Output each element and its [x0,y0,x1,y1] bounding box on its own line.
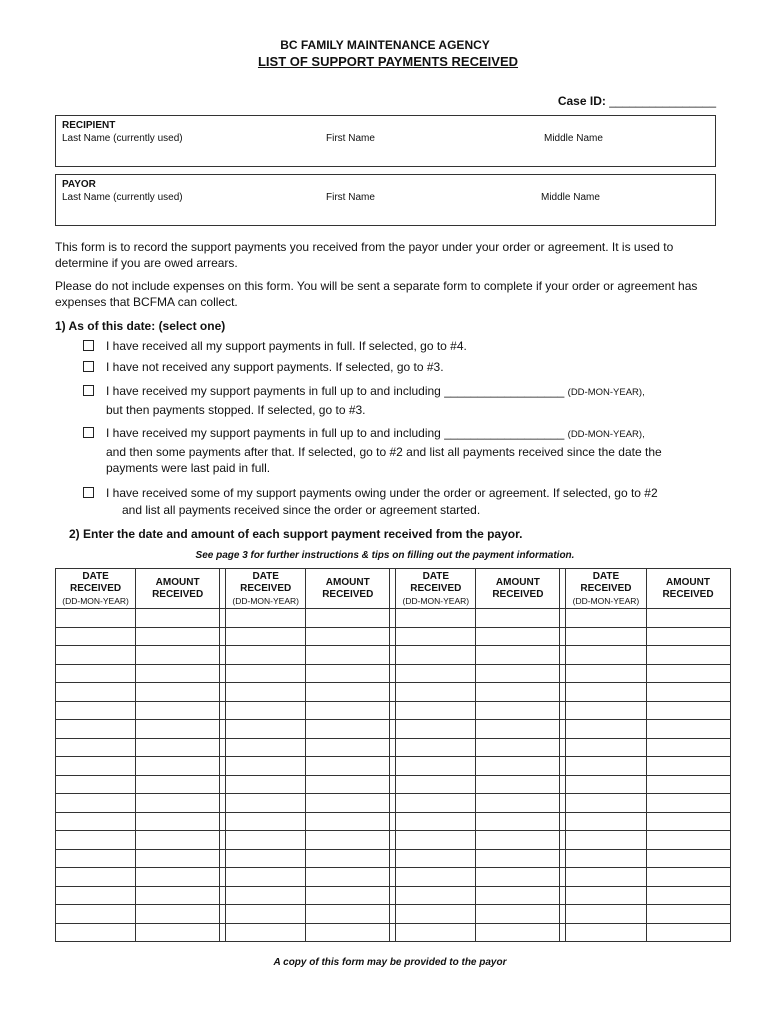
amount-cell[interactable] [306,868,390,887]
date-cell[interactable] [56,905,136,924]
amount-cell[interactable] [306,905,390,924]
amount-cell[interactable] [646,831,730,850]
table-row [56,812,731,831]
amount-received-header [646,569,730,609]
date-cell[interactable] [396,683,476,702]
amount-cell[interactable] [306,609,390,628]
expenses-paragraph: Please do not include expenses on this form. You will be sent a separate form to complete if your order or agreement has expenses that BCFMA can collect. [55,279,698,309]
date-format-label: (DD-MON-YEAR) [402,595,470,606]
option-text-b: and list all payments received since the order or agreement started. [122,502,481,517]
amount-cell[interactable] [646,627,730,646]
option-label: I have received all my support payments in full. If selected, go to #4. [106,339,467,353]
date-cell[interactable] [56,886,136,905]
table-row [56,609,731,628]
amount-cell[interactable] [476,720,560,739]
date-cell[interactable] [226,905,306,924]
amount-cell[interactable] [476,886,560,905]
amount-cell[interactable] [476,849,560,868]
amount-cell[interactable] [476,831,560,850]
date-cell[interactable] [566,738,646,757]
amount-cell[interactable] [306,775,390,794]
table-row [56,775,731,794]
date-cell[interactable] [396,849,476,868]
amount-cell[interactable] [136,831,220,850]
date-cell[interactable] [396,923,476,942]
amount-cell[interactable] [306,849,390,868]
date-cell[interactable] [56,627,136,646]
amount-cell[interactable] [476,757,560,776]
date-cell[interactable] [396,627,476,646]
date-cell[interactable] [226,886,306,905]
amount-cell[interactable] [306,923,390,942]
amount-cell[interactable] [306,812,390,831]
amount-cell[interactable] [476,609,560,628]
date-cell[interactable] [566,720,646,739]
date-cell[interactable] [226,757,306,776]
date-cell[interactable] [396,701,476,720]
question-2-label: 2) Enter the date and amount of each support payment received from the payor. [69,527,523,541]
case-id-field[interactable] [558,94,716,108]
amount-cell[interactable] [306,738,390,757]
date-cell[interactable] [566,831,646,850]
instructions-note: See page 3 for further instructions & tips on filling out the payment information. [195,550,575,561]
payments-table [55,568,731,942]
amount-cell[interactable] [646,664,730,683]
amount-cell[interactable] [476,701,560,720]
amount-cell[interactable] [136,905,220,924]
amount-cell[interactable] [646,683,730,702]
amount-cell[interactable] [646,905,730,924]
amount-cell[interactable] [136,683,220,702]
table-row [56,868,731,887]
date-format-label: (DD-MON-YEAR) [572,595,640,606]
option-text-b: but then payments stopped. If selected, go to #3. [106,402,366,417]
recipient-box [55,115,716,167]
payor-title: PAYOR [62,179,96,190]
option-label [106,383,702,418]
table-header-row [56,569,731,609]
date-cell[interactable] [226,720,306,739]
date-cell[interactable] [396,738,476,757]
date-cell[interactable] [226,683,306,702]
amount-cell[interactable] [136,646,220,665]
form-title: LIST OF SUPPORT PAYMENTS RECEIVED [257,54,519,69]
amount-cell[interactable] [136,627,220,646]
recipient-title: RECIPIENT [62,120,116,131]
amount-cell[interactable] [646,701,730,720]
option-full-then-stopped[interactable] [82,383,702,419]
amount-cell[interactable] [136,609,220,628]
date-received-header [566,569,646,609]
date-cell[interactable] [566,701,646,720]
amount-cell[interactable] [646,868,730,887]
date-cell[interactable] [226,701,306,720]
date-cell[interactable] [396,775,476,794]
amount-cell[interactable] [136,849,220,868]
amount-cell[interactable] [136,720,220,739]
amount-cell[interactable] [306,720,390,739]
amount-cell[interactable] [646,609,730,628]
date-cell[interactable] [566,646,646,665]
date-cell[interactable] [226,831,306,850]
amount-cell[interactable] [476,775,560,794]
date-cell[interactable] [396,664,476,683]
amount-cell[interactable] [136,794,220,813]
amount-cell[interactable] [646,812,730,831]
case-id-blank[interactable]: ________________ [609,94,716,108]
amount-cell[interactable] [646,775,730,794]
date-cell[interactable] [56,794,136,813]
table-body [56,609,731,942]
payor-box [55,174,716,226]
payor-first-name-field[interactable]: First Name [326,192,375,203]
amount-cell[interactable] [136,923,220,942]
intro-paragraph: This form is to record the support payments you received from the payor under your order or agreement. It is used to determine if you are owed arrears. [55,240,674,270]
date-cell[interactable] [226,646,306,665]
date-cell[interactable] [56,683,136,702]
amount-cell[interactable] [646,757,730,776]
amount-cell[interactable] [476,905,560,924]
amount-cell[interactable] [136,812,220,831]
amount-cell[interactable] [306,627,390,646]
table-row [56,923,731,942]
date-cell[interactable] [396,812,476,831]
amount-cell[interactable] [646,794,730,813]
date-cell[interactable] [226,812,306,831]
amount-cell[interactable] [646,923,730,942]
option-text-a: I have received my support payments in full up to and including __________________ [106,426,568,440]
amount-header-label: AMOUNT RECEIVED [492,576,544,600]
amount-cell[interactable] [646,849,730,868]
option-text-a: I have received some of my support payments owing under the order or agreement. If selected, go to #2 [106,486,658,500]
option-some-received[interactable] [82,485,702,521]
amount-cell[interactable] [136,664,220,683]
option-full-then-partial[interactable] [82,425,702,477]
recipient-last-name-field[interactable]: Last Name (currently used) [62,133,183,144]
amount-received-header [136,569,220,609]
date-cell[interactable] [566,757,646,776]
date-format-label: (DD-MON-YEAR) [232,595,299,606]
date-cell[interactable] [56,757,136,776]
date-cell[interactable] [566,905,646,924]
date-cell[interactable] [566,775,646,794]
checkbox[interactable] [83,385,94,396]
option-label [106,485,702,518]
amount-cell[interactable] [476,794,560,813]
amount-cell[interactable] [136,775,220,794]
amount-cell[interactable] [646,886,730,905]
checkbox[interactable] [83,340,94,351]
amount-cell[interactable] [476,627,560,646]
date-cell[interactable] [226,664,306,683]
date-cell[interactable] [56,812,136,831]
payor-middle-name-field[interactable]: Middle Name [541,192,600,203]
checkbox[interactable] [83,427,94,438]
date-cell[interactable] [226,775,306,794]
amount-cell[interactable] [306,683,390,702]
date-cell[interactable] [566,683,646,702]
date-header-label: DATE RECEIVED [70,570,122,594]
amount-cell[interactable] [646,720,730,739]
table-row [56,720,731,739]
checkbox[interactable] [83,487,94,498]
date-cell[interactable] [396,831,476,850]
date-cell[interactable] [396,609,476,628]
date-cell[interactable] [56,923,136,942]
table-row [56,627,731,646]
recipient-middle-name-field[interactable]: Middle Name [544,133,603,144]
payor-last-name-field[interactable]: Last Name (currently used) [62,192,183,203]
amount-cell[interactable] [476,683,560,702]
table-row [56,905,731,924]
table-row [56,646,731,665]
date-cell[interactable] [226,794,306,813]
option-label: I have not received any support payments. If selected, go to #3. [106,360,444,374]
date-cell[interactable] [56,849,136,868]
option-text-a: I have received my support payments in full up to and including __________________ [106,384,568,398]
amount-cell[interactable] [306,664,390,683]
amount-cell[interactable] [136,757,220,776]
date-cell[interactable] [566,664,646,683]
date-cell[interactable] [56,664,136,683]
amount-header-label: AMOUNT RECEIVED [662,576,714,600]
date-cell[interactable] [396,646,476,665]
date-cell[interactable] [56,775,136,794]
table-row [56,683,731,702]
date-cell[interactable] [56,720,136,739]
amount-cell[interactable] [306,646,390,665]
amount-cell[interactable] [306,757,390,776]
question-1-label: 1) As of this date: (select one) [55,319,226,333]
date-cell[interactable] [396,886,476,905]
date-cell[interactable] [566,849,646,868]
amount-cell[interactable] [476,812,560,831]
date-cell[interactable] [396,794,476,813]
amount-cell[interactable] [476,868,560,887]
recipient-first-name-field[interactable]: First Name [326,133,375,144]
amount-cell[interactable] [306,831,390,850]
date-cell[interactable] [396,757,476,776]
date-cell[interactable] [566,886,646,905]
amount-cell[interactable] [476,664,560,683]
option-label [106,425,702,477]
date-cell[interactable] [56,831,136,850]
footer-note: A copy of this form may be provided to the payor [273,957,507,968]
amount-cell[interactable] [646,738,730,757]
date-cell[interactable] [396,868,476,887]
amount-cell[interactable] [476,923,560,942]
option-all-received[interactable] [82,338,702,356]
amount-header-label: AMOUNT RECEIVED [322,576,374,600]
agency-name: BC FAMILY MAINTENANCE AGENCY [280,38,490,52]
amount-cell[interactable] [476,738,560,757]
date-cell[interactable] [566,794,646,813]
date-received-header [226,569,306,609]
amount-cell[interactable] [136,868,220,887]
date-format-note: (DD-MON-YEAR), [567,387,645,398]
date-cell[interactable] [566,609,646,628]
amount-received-header [476,569,560,609]
table-row [56,664,731,683]
date-cell[interactable] [566,627,646,646]
amount-cell[interactable] [306,701,390,720]
date-cell[interactable] [56,868,136,887]
date-cell[interactable] [226,868,306,887]
date-cell[interactable] [226,923,306,942]
date-cell[interactable] [226,849,306,868]
checkbox[interactable] [83,361,94,372]
amount-cell[interactable] [476,646,560,665]
table-row [56,757,731,776]
amount-cell[interactable] [136,701,220,720]
date-format-note: (DD-MON-YEAR), [567,429,645,440]
table-row [56,701,731,720]
amount-cell[interactable] [306,886,390,905]
date-header-label: DATE RECEIVED [580,570,632,594]
date-received-header [56,569,136,609]
amount-header-label: AMOUNT RECEIVED [152,576,204,600]
amount-cell[interactable] [646,646,730,665]
amount-cell[interactable] [306,794,390,813]
amount-received-header [306,569,390,609]
table-row [56,831,731,850]
date-cell[interactable] [226,738,306,757]
table-row [56,738,731,757]
date-received-header [396,569,476,609]
table-row [56,794,731,813]
date-header-label: DATE RECEIVED [410,570,462,594]
date-cell[interactable] [56,738,136,757]
option-text-b: and then some payments after that. If selected, go to #2 and list all payments received since the date the payments were last paid in full. [106,444,662,475]
date-cell[interactable] [56,646,136,665]
date-cell[interactable] [566,812,646,831]
amount-cell[interactable] [136,738,220,757]
date-cell[interactable] [396,905,476,924]
case-id-label: Case ID: [557,94,606,108]
option-none-received[interactable] [82,359,702,377]
date-cell[interactable] [226,627,306,646]
date-format-label: (DD-MON-YEAR) [62,595,129,606]
date-cell[interactable] [566,868,646,887]
date-cell[interactable] [566,923,646,942]
date-cell[interactable] [56,609,136,628]
amount-cell[interactable] [136,886,220,905]
date-cell[interactable] [56,701,136,720]
table-row [56,849,731,868]
table-row [56,886,731,905]
date-header-label: DATE RECEIVED [240,570,292,594]
date-cell[interactable] [226,609,306,628]
date-cell[interactable] [396,720,476,739]
